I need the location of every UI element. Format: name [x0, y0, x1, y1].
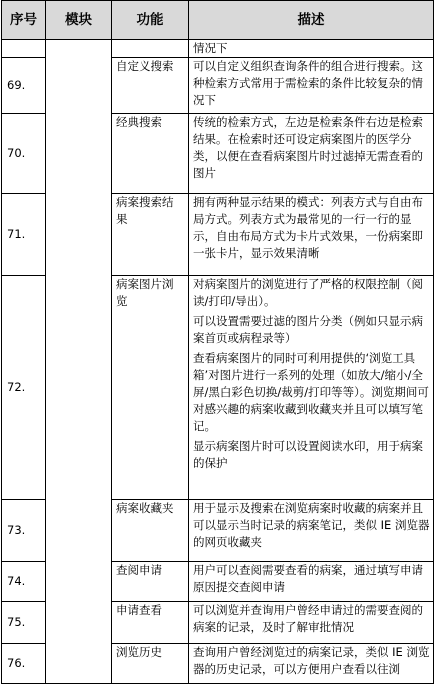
row-function: 病案收藏夹: [112, 500, 189, 562]
header-description: 描述: [189, 1, 434, 40]
row-number: 71.: [2, 194, 46, 276]
row-description: [189, 562, 434, 602]
description-paragraph: 拥有两种显示结果的模式：列表方式与自由布局方式。列表方式为最常见的一行一行的显示，自由布局方式为卡片式效果，一份病案即一张卡片，显示效果清晰: [193, 195, 423, 260]
table-row-continued: [2, 40, 434, 58]
row-number: 72.: [2, 276, 46, 500]
cell-function: [112, 40, 189, 58]
cell-no: [2, 40, 46, 58]
row-description: [189, 602, 434, 644]
row-number: 73.: [2, 500, 46, 562]
description-paragraph: 用户可以查阅需要查看的病案，通过填写申请原因提交查阅申请: [193, 563, 423, 594]
row-function: 经典搜索: [112, 114, 189, 194]
row-description: [189, 500, 434, 562]
row-number: 74.: [2, 562, 46, 602]
header-row: [2, 1, 434, 40]
row-function: 病案搜索结果: [112, 194, 189, 276]
description-paragraph: 用于显示及搜索在浏览病案时收藏的病案并且可以显示当时记录的病案笔记，类似 IE 浏览器的网页收藏夹: [193, 501, 430, 549]
row-description: [189, 114, 434, 194]
description-paragraph: 可以浏览并查询用户曾经申请过的需要查阅的病案的记录，及时了解审批情况: [193, 603, 423, 634]
description-paragraph: 查询用户曾经浏览过的病案记录，类似 IE 浏览器的历史记录，可以方便用户查看以往浏: [193, 645, 430, 676]
header-module: 模块: [46, 1, 112, 40]
description-paragraph: 查看病案图片的同时可利用提供的‘浏览工具箱’对图片进行一系列的处理（如放大/缩小/全屏/黑白彩色切换/裁剪/打印等等）。浏览期间可对感兴趣的病案收藏到收藏夹并且可以填写笔记。: [193, 351, 429, 433]
row-number: 70.: [2, 114, 46, 194]
header-function: 功能: [112, 1, 189, 40]
description-paragraph: 可以设置需要过滤的图片分类（例如只显示病案首页或病程录等）: [193, 314, 423, 345]
row-number: 75.: [2, 602, 46, 644]
description-paragraph: 显示病案图片时可以设置阅读水印，用于病案的保护: [193, 439, 423, 470]
row-number: 76.: [2, 644, 46, 684]
feature-table: [1, 0, 434, 684]
cell-description: 情况下: [189, 40, 434, 58]
row-description: [189, 58, 434, 114]
description-paragraph: 对病案图片的浏览进行了严格的权限控制（阅读/打印/导出）。: [193, 277, 423, 308]
description-paragraph: 可以自定义组织查询条件的组合进行搜索。这种检索方式常用于需检索的条件比较复杂的情况下: [193, 59, 423, 107]
row-description: [189, 644, 434, 684]
row-function: 病案图片浏览: [112, 276, 189, 500]
row-function: 查阅申请: [112, 562, 189, 602]
module-cell: [46, 40, 112, 684]
row-number: 69.: [2, 58, 46, 114]
row-function: 自定义搜索: [112, 58, 189, 114]
row-function: 申请查看: [112, 602, 189, 644]
row-function: 浏览历史: [112, 644, 189, 684]
header-no: 序号: [2, 1, 46, 40]
row-description: [189, 276, 434, 500]
row-description: [189, 194, 434, 276]
description-paragraph: 传统的检索方式，左边是检索条件右边是检索结果。在检索时还可设定病案图片的医学分类，以便在查看病案图片时过滤掉无需查看的图片: [193, 115, 423, 180]
